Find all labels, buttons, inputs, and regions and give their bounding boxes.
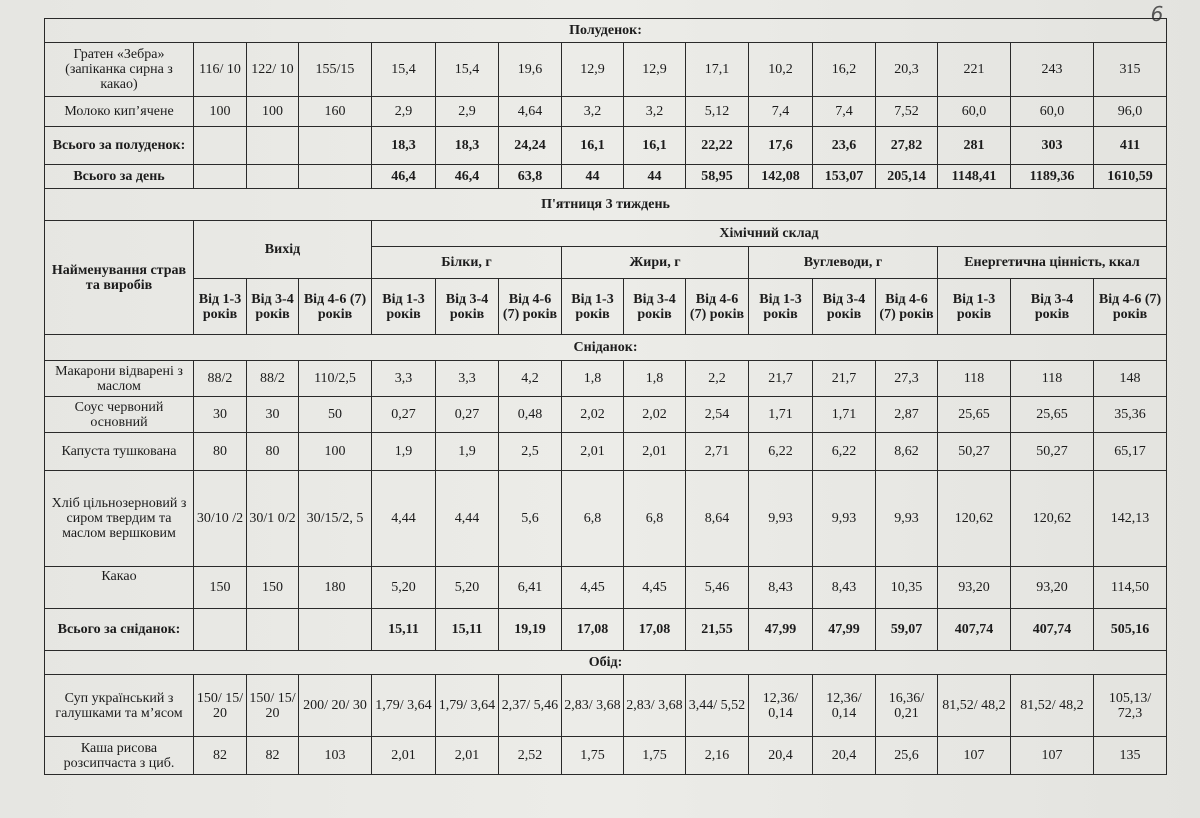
column-header-output: Вихід [194, 221, 372, 279]
section-header-snidanok: Сніданок: [45, 335, 1167, 361]
column-header-age: Від 1-3 років [938, 279, 1011, 335]
column-header-age: Від 3-4 років [436, 279, 499, 335]
column-header-age: Від 3-4 років [247, 279, 299, 335]
column-header-age: Від 4-6 (7) років [299, 279, 372, 335]
column-header-age: Від 1-3 років [194, 279, 247, 335]
table-row: Каша рисова розсипчаста з циб. 82 82 103 2,01 2,01 2,52 1,75 1,75 2,16 20,4 20,4 25,6 107 107 135 [45, 737, 1167, 775]
table-row: Гратен «Зебра» (запіканка сирна з какао) 116/ 10 122/ 10 155/15 15,4 15,4 19,6 12,9 12,9 17,1 10,2 16,2 20,3 221 243 315 [45, 43, 1167, 97]
total-row-poludenok: Всього за полуденок: 18,3 18,3 24,24 16,1 16,1 22,22 17,6 23,6 27,82 281 303 411 [45, 127, 1167, 165]
page-number: 6 [1150, 2, 1164, 26]
column-header-age: Від 4-6 (7) років [876, 279, 938, 335]
column-header-name: Найменування страв та виробів [45, 221, 194, 335]
table-row: Капуста тушкована 80 80 100 1,9 1,9 2,5 2,01 2,01 2,71 6,22 6,22 8,62 50,27 50,27 65,17 [45, 433, 1167, 471]
table-row: Макарони відварені з маслом 88/2 88/2 110/2,5 3,3 3,3 4,2 1,8 1,8 2,2 21,7 21,7 27,3 118 118 148 [45, 361, 1167, 397]
section-header-poludenok: Полуденок: [45, 19, 1167, 43]
column-header-age: Від 1-3 років [372, 279, 436, 335]
column-header-carbs: Вуглеводи, г [749, 247, 938, 279]
column-header-fats: Жири, г [562, 247, 749, 279]
section-header-friday: П'ятниця 3 тиждень [45, 189, 1167, 221]
table-row: Молоко кип’ячене 100 100 160 2,9 2,9 4,64 3,2 3,2 5,12 7,4 7,4 7,52 60,0 60,0 96,0 [45, 97, 1167, 127]
column-header-age: Від 4-6 (7) років [1094, 279, 1167, 335]
table-row: Хліб цільнозерновий з сиром твердим та маслом вершковим 30/10 /2 30/1 0/2 30/15/2, 5 4,44 4,44 5,6 6,8 6,8 8,64 9,93 9,93 9,93 120,62 120,62 142,13 [45, 471, 1167, 567]
column-header-proteins: Білки, г [372, 247, 562, 279]
column-header-age: Від 1-3 років [562, 279, 624, 335]
column-header-chemical: Хімічний склад [372, 221, 1167, 247]
column-header-energy: Енергетична цінність, ккал [938, 247, 1167, 279]
column-header-age: Від 3-4 років [624, 279, 686, 335]
table-row: Соус червоний основний 30 30 50 0,27 0,27 0,48 2,02 2,02 2,54 1,71 1,71 2,87 25,65 25,65 35,36 [45, 397, 1167, 433]
column-header-age: Від 1-3 років [749, 279, 813, 335]
table-row: Суп український з галушками та м’ясом 150/ 15/ 20 150/ 15/ 20 200/ 20/ 30 1,79/ 3,64 1,79/ 3,64 2,37/ 5,46 2,83/ 3,68 2,83/ 3,68 3,44/ 5,52 12,36/ 0,14 12,36/ 0,14 16,36/ 0,21 81,52/ 48,2 81,52/ 48,2 105,13/ 72,3 [45, 675, 1167, 737]
column-header-age: Від 3-4 років [813, 279, 876, 335]
section-header-obid: Обід: [45, 651, 1167, 675]
column-header-row [45, 221, 1167, 247]
total-row-snidanok: Всього за сніданок: 15,11 15,11 19,19 17,08 17,08 21,55 47,99 47,99 59,07 407,74 407,74 505,16 [45, 609, 1167, 651]
table-row: Какао 150 150 180 5,20 5,20 6,41 4,45 4,45 5,46 8,43 8,43 10,35 93,20 93,20 114,50 [45, 567, 1167, 609]
column-header-age: Від 4-6 (7) років [499, 279, 562, 335]
column-header-age: Від 4-6 (7) років [686, 279, 749, 335]
menu-table [44, 18, 1167, 775]
column-header-row [45, 279, 1167, 335]
column-header-age: Від 3-4 років [1011, 279, 1094, 335]
total-row-day: Всього за день 46,4 46,4 63,8 44 44 58,95 142,08 153,07 205,14 1148,41 1189,36 1610,59 [45, 165, 1167, 189]
